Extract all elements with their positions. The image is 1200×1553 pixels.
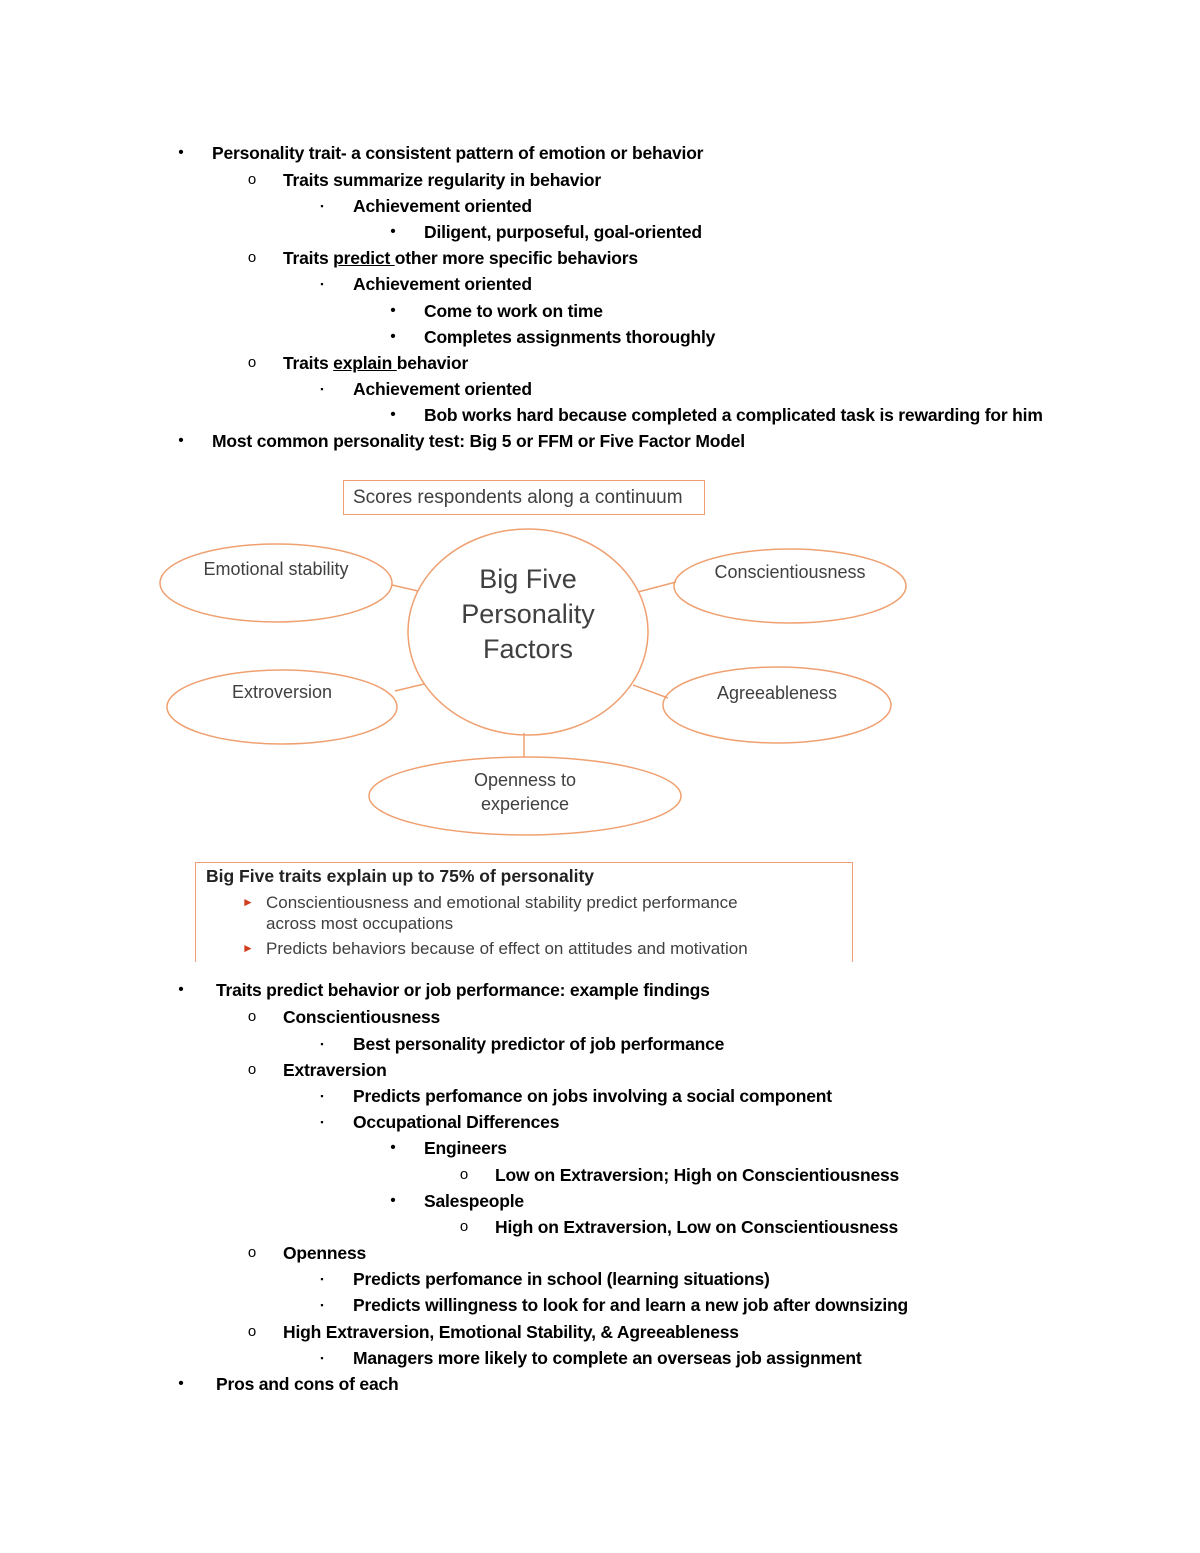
note-line: Diligent, purposeful, goal-oriented [424, 222, 702, 242]
note-line: High Extraversion, Emotional Stability, & Agreeableness [283, 1322, 739, 1342]
note-line: Traits summarize regularity in behavior [283, 170, 602, 190]
note-line: Bob works hard because completed a complicated task is rewarding for him [424, 405, 1043, 425]
scores-label: Scores respondents along a continuum [343, 480, 705, 515]
connector [395, 684, 424, 691]
note-line: Low on Extraversion; High on Conscientiousness [495, 1165, 900, 1185]
factor-ellipse-emotional [160, 544, 392, 622]
factor-label-openness: Openness to experience [473, 770, 577, 814]
factor-label-emotional: Emotional stability [203, 559, 349, 579]
note-line: Personality trait- a consistent pattern of emotion or behavior [212, 143, 704, 163]
note-line: Achievement oriented [353, 196, 532, 216]
factor-label-agreeableness: Agreeableness [716, 683, 838, 703]
note-line: Traits predict other more specific behaviors [283, 248, 638, 268]
connector [392, 585, 418, 591]
note-line: Achievement oriented [353, 379, 532, 399]
note-line: Openness [283, 1243, 367, 1263]
center-label: Big Five Personality Factors [461, 564, 595, 664]
factor-label-extroversion: Extroversion [231, 682, 333, 702]
arrow-icon: ► [242, 941, 254, 955]
arrow-icon: ► [242, 895, 254, 909]
traits-item: Conscientiousness and emotional stability predict performance across most occupations [266, 893, 738, 933]
factor-ellipse-agreeableness [663, 667, 891, 743]
note-line: Predicts perfomance on jobs involving a social component [353, 1086, 832, 1106]
note-line: High on Extraversion, Low on Conscientiousness [495, 1217, 899, 1237]
traits-title: Big Five traits explain up to 75% of personality [206, 866, 594, 886]
note-line: Occupational Differences [353, 1112, 560, 1132]
factor-label-conscientiousness: Conscientiousness [714, 562, 866, 582]
traits-item: Predicts behaviors because of effect on attitudes and motivation [266, 939, 748, 958]
note-line: Pros and cons of each [216, 1374, 399, 1394]
note-line: Managers more likely to complete an overseas job assignment [353, 1348, 862, 1368]
connector [638, 582, 676, 592]
note-line: Best personality predictor of job performance [353, 1034, 725, 1054]
note-line: Come to work on time [424, 301, 603, 321]
traits-callout [195, 862, 853, 962]
note-line: Salespeople [424, 1191, 524, 1211]
note-line: Most common personality test: Big 5 or FFM or Five Factor Model [212, 431, 745, 451]
note-line: Completes assignments thoroughly [424, 327, 716, 347]
note-line: Achievement oriented [353, 274, 532, 294]
note-line: Extraversion [283, 1060, 387, 1080]
connector [633, 685, 668, 698]
note-line: Predicts willingness to look for and learn a new job after downsizing [353, 1295, 909, 1315]
note-line: Traits predict behavior or job performance: example findings [216, 980, 710, 1000]
note-line: Engineers [424, 1138, 507, 1158]
note-line: Predicts perfomance in school (learning situations) [353, 1269, 770, 1289]
note-line: Conscientiousness [283, 1007, 441, 1027]
note-line: Traits explain behavior [283, 353, 469, 373]
